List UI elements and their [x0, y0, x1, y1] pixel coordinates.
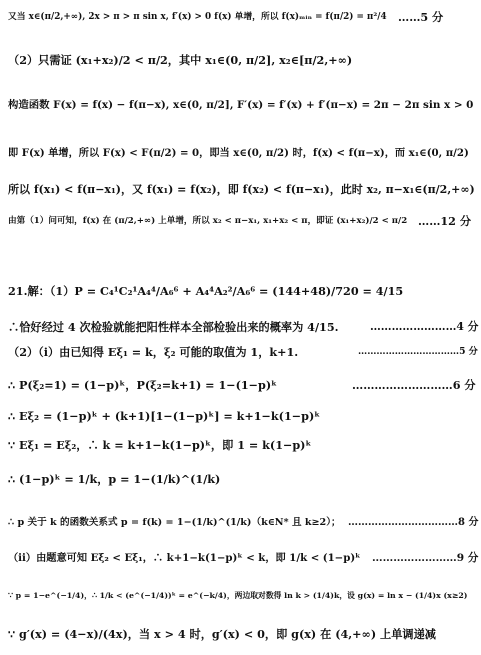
score-mark: ……5 分 [398, 10, 444, 24]
line-text: ∵ Eξ₁ = Eξ₂，∴ k = k+1−k(1−p)ᵏ，即 1 = k(1−p)ᵏ [8, 438, 312, 452]
line-text: ∵ g′(x) = (4−x)/(4x)，当 x > 4 时，g′(x) < 0，即 g(x) 在 (4,+∞) 上单调递减 [8, 627, 436, 641]
line-text: ∵ p = 1−e^(−1/4)，∴ 1/k < (e^(−1/4))ᵏ = e^(−k/4)，两边取对数得 ln k > (1/4)k，设 g(x) = ln x − (1/4)x (x≥2) [8, 591, 468, 600]
line-text: （ii）由题意可知 Eξ₂ < Eξ₁，∴ k+1−k(1−p)ᵏ < k，即 1/k < (1−p)ᵏ [8, 552, 361, 564]
line-text: ∴ P(ξ₂=1) = (1−p)ᵏ，P(ξ₂=k+1) = 1−(1−p)ᵏ [8, 378, 278, 392]
line-text: ∴恰好经过 4 次检验就能把阳性样本全部检验出来的概率为 4/15. [8, 320, 339, 334]
score-mark: ……………………………8 分 [348, 517, 479, 528]
score-mark: ……………………………5 分 [358, 346, 478, 357]
line-text: 构造函数 F(x) = f(x) − f(π−x), x∈(0, π/2], F′(x) = f′(x) + f′(π−x) = 2π − 2π sin x > 0 [8, 99, 474, 111]
line-text: ∴ Eξ₂ = (1−p)ᵏ + (k+1)[1−(1−p)ᵏ] = k+1−k(1−p)ᵏ [8, 409, 321, 423]
score-mark: ………………………6 分 [352, 378, 476, 392]
line-text: 21.解：（1）P = C₄¹C₂¹A₄⁴/A₆⁶ + A₄⁴A₂²/A₆⁶ = (144+48)/720 = 4/15 [8, 284, 404, 298]
score-mark: ……12 分 [418, 214, 472, 228]
line-text: 即 F(x) 单增，所以 F(x) < F(π/2) = 0，即当 x∈(0, π/2) 时，f(x) < f(π−x)，而 x₁∈(0, π/2) [8, 147, 469, 159]
line-text: 又当 x∈(π/2,+∞), 2x > π > π sin x, f′(x) > 0 f(x) 单增，所以 f(x)ₘᵢₙ = f(π/2) = π²/4 [8, 12, 387, 22]
line-text: 所以 f(x₁) < f(π−x₁)，又 f(x₁) = f(x₂)，即 f(x₂) < f(π−x₁)，此时 x₂, π−x₁∈(π/2,+∞) [8, 183, 475, 196]
line-text: （2）只需证 (x₁+x₂)/2 < π/2，其中 x₁∈(0, π/2], x₂∈[π/2,+∞) [8, 53, 353, 67]
score-mark: ……………………9 分 [372, 552, 479, 564]
score-mark: ……………………4 分 [370, 320, 479, 333]
line-text: 由第（1）问可知，f(x) 在 (π/2,+∞) 上单增，所以 x₂ < π−x₁, x₁+x₂ < π，即证 (x₁+x₂)/2 < π/2 [8, 216, 408, 226]
line-text: ∴ p 关于 k 的函数关系式 p = f(k) = 1−(1/k)^(1/k)（k∈N* 且 k≥2）； [8, 517, 341, 528]
line-text: （2）（i）由已知得 Eξ₁ = k，ξ₂ 可能的取值为 1，k+1. [8, 345, 299, 359]
line-text: ∴ (1−p)ᵏ = 1/k，p = 1−(1/k)^(1/k) [8, 472, 221, 486]
